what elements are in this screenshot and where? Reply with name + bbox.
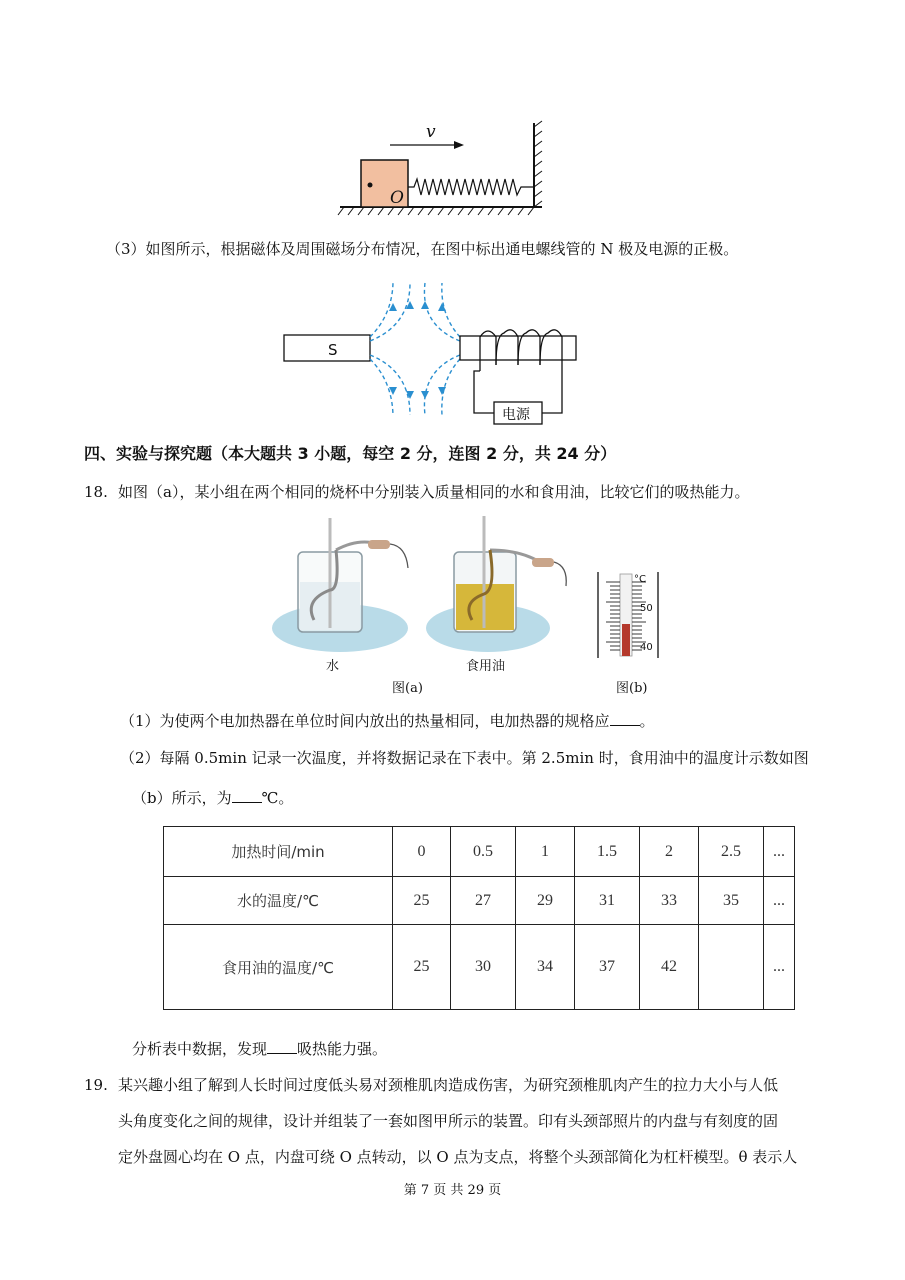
- caption-a: 图(a): [392, 681, 423, 696]
- table-cell: ...: [764, 827, 795, 877]
- table-cell-empty: [699, 925, 764, 1010]
- q19-number: 19.: [84, 1076, 108, 1094]
- table-cell: ...: [764, 925, 795, 1010]
- q18-analysis-end: 吸热能力强。: [297, 1040, 388, 1058]
- table-cell: 1: [516, 827, 575, 877]
- bar-magnet: [284, 335, 370, 361]
- q18-sub2-line2: [132, 787, 293, 809]
- table-cell: 34: [516, 925, 575, 1010]
- table-row: [164, 827, 795, 877]
- point-o-label: O: [390, 188, 404, 208]
- table-cell: ...: [764, 877, 795, 925]
- q18-analysis: [132, 1038, 387, 1060]
- table-cell: 0: [393, 827, 451, 877]
- q18-analysis-text: 分析表中数据，发现: [132, 1040, 268, 1058]
- magnet-solenoid-figure: [280, 275, 590, 425]
- q19-line1: 某兴趣小组了解到人长时间过度低头易对颈椎肌肉造成伤害，为研究颈椎肌肉产生的拉力大小与人低: [118, 1076, 779, 1094]
- liquid-column: [622, 624, 630, 656]
- velocity-label: v: [426, 122, 436, 142]
- q18-sub1: [120, 710, 655, 732]
- water-label: 水: [326, 659, 340, 674]
- spring-block-figure: [330, 115, 550, 220]
- data-table: [163, 826, 795, 1010]
- answer-blank-2[interactable]: [232, 788, 262, 803]
- table-cell: 25: [393, 925, 451, 1010]
- section-title: 四、实验与探究题（本大题共 3 小题，每空 2 分，连图 2 分，共 24 分）: [84, 444, 617, 463]
- table-cell: 0.5: [451, 827, 516, 877]
- table-cell: 35: [699, 877, 764, 925]
- power-source-label: 电源: [502, 407, 530, 423]
- row-header: 食用油的温度/℃: [164, 925, 393, 1010]
- q18-sub2-unit: ℃。: [261, 789, 294, 807]
- q18-sub1-text: （1）为使两个电加热器在单位时间内放出的热量相同，电加热器的规格应: [120, 712, 610, 730]
- thermo-tick-50: 50: [640, 603, 653, 614]
- q19-line3: 定外盘圆心均在 O 点，内盘可绕 O 点转动，以 O 点为支点，将整个头颈部简化为杠杆模型。θ 表示人: [118, 1148, 798, 1166]
- table-cell: 25: [393, 877, 451, 925]
- table-cell: 33: [640, 877, 699, 925]
- q18-sub1-end: 。: [639, 712, 655, 730]
- table-cell: 31: [575, 877, 640, 925]
- row-header: 水的温度/℃: [164, 877, 393, 925]
- oil-label: 食用油: [466, 659, 506, 674]
- table-cell: 2.5: [699, 827, 764, 877]
- table-cell: 27: [451, 877, 516, 925]
- q18-sub2-line1: （2）每隔 0.5min 记录一次温度，并将数据记录在下表中。第 2.5min 时，食用油中的温度计示数如图: [120, 749, 809, 767]
- beaker-figure-a: [270, 510, 575, 700]
- magnet-s-label: S: [328, 341, 338, 359]
- table-row: [164, 925, 795, 1010]
- caption-b: 图(b): [616, 681, 648, 696]
- table-row: [164, 877, 795, 925]
- table-cell: 30: [451, 925, 516, 1010]
- q17-3-text: （3）如图所示，根据磁体及周围磁场分布情况，在图中标出通电螺线管的 N 极及电源的正极。: [106, 240, 739, 258]
- q18-number: 18.: [84, 483, 108, 501]
- answer-blank-1[interactable]: [610, 711, 640, 726]
- thermo-tick-40: 40: [640, 642, 653, 653]
- row-header: 加热时间/min: [164, 827, 393, 877]
- table-cell: 1.5: [575, 827, 640, 877]
- table-cell: 2: [640, 827, 699, 877]
- answer-blank-3[interactable]: [267, 1039, 297, 1054]
- q18-stem: 如图（a），某小组在两个相同的烧杯中分别装入质量相同的水和食用油，比较它们的吸热能力。: [118, 483, 750, 501]
- table-cell: 29: [516, 877, 575, 925]
- page-footer: 第 7 页 共 29 页: [403, 1183, 502, 1198]
- q18-sub2-text: （b）所示，为: [132, 789, 232, 807]
- thermometer-figure-b: [590, 568, 670, 698]
- q19-line2: 头角度变化之间的规律，设计并组装了一套如图甲所示的装置。印有头颈部照片的内盘与有刻度的固: [118, 1112, 779, 1130]
- thermo-unit: °C: [634, 574, 646, 585]
- table-cell: 37: [575, 925, 640, 1010]
- table-cell: 42: [640, 925, 699, 1010]
